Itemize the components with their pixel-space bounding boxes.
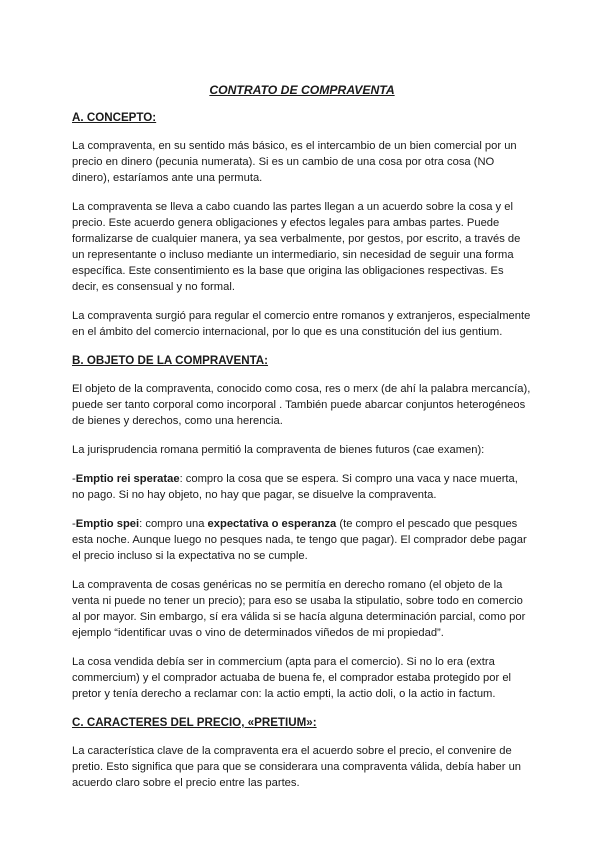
section-heading-concepto: A. CONCEPTO: [72,111,157,124]
paragraph: El objeto de la compraventa, conocido como cosa, res o merx (de ahí la palabra mercancía), puede ser tanto corporal como incorporal . También puede abarcar conjuntos heterogéneos de bienes y derechos, como una herencia. [72,383,531,427]
paragraph: La cosa vendida debía ser in commercium (apta para el comercio). Si no lo era (extra commercium) y el comprador actuaba de buena fe, el comprador estaba protegido por el pretor y tenía derecho a reclamar con: la actio empti, la actio doli, o la actio in factum. [72,656,512,700]
section-heading-precio: C. CARACTERES DEL PRECIO, «PRETIUM»: [72,716,317,729]
paragraph: La compraventa surgió para regular el comercio entre romanos y extranjeros, especialmente en el ámbito del comercio internacional, por lo que es una constitución del ius gentium. [72,310,531,338]
list-dash: - [72,518,76,530]
document-title: CONTRATO DE COMPRAVENTA [209,83,395,97]
document-page [72,82,532,804]
paragraph: La característica clave de la compraventa era el acuerdo sobre el precio, el convenire de pretio. Esto significa que para que se considerara una compraventa válida, debía haber un acuerdo claro sobre el precio entre las partes. [72,745,522,789]
term-emptio-spei: Emptio spei [75,518,140,530]
term-definition: (te compro el pescado que pesques esta noche. Aunque luego no pesques nada, te tengo que pagar). El comprador debe pagar el precio incluso si la expectativa no se cumple. [72,518,527,562]
section-heading-objeto: B. OBJETO DE LA COMPRAVENTA: [72,354,269,367]
paragraph: La compraventa de cosas genéricas no se permitía en derecho romano (el objeto de la venta ni puede no tener un precio); para eso se usaba la stipulatio, sobre todo en comercio al por mayor. Sin embargo, sí era válida si se hacía alguna determinación parcial, como por ejemplo “identificar uvas o vino de determinados viñedos de mi propiedad”. [72,579,526,639]
term-expectativa: expectativa o esperanza [207,518,337,530]
term-definition: : compro la cosa que se espera. Si compro una vaca y nace muerta, no pago. Si no hay objeto, no hay que pagar, se disuelve la compraventa. [72,473,518,501]
term-emptio-rei-speratae: Emptio rei speratae [75,473,180,485]
paragraph-emptio-spei [72,516,532,564]
paragraph: La jurisprudencia romana permitió la compraventa de bienes futuros (cae examen): [72,444,485,456]
paragraph-emptio-rei-speratae [72,471,532,503]
list-dash: - [72,473,76,485]
paragraph: La compraventa, en su sentido más básico, es el intercambio de un bien comercial por un precio en dinero (pecunia numerata). Si es un cambio de una cosa por otra cosa (NO dinero), estaríamos ante una permuta. [72,140,517,184]
term-definition: : compro una [139,518,208,530]
paragraph: La compraventa se lleva a cabo cuando las partes llegan a un acuerdo sobre la cosa y el precio. Este acuerdo genera obligaciones y efectos legales para ambas partes. Puede formalizarse de cualquier manera, ya sea verbalmente, por gestos, por escrito, a través de un representante o incluso mediante un intermediario, sin necesidad de seguir una forma específica. Este consentimiento es la base que origina las obligaciones respectivas. Es decir, es consensual y no formal. [72,201,521,293]
